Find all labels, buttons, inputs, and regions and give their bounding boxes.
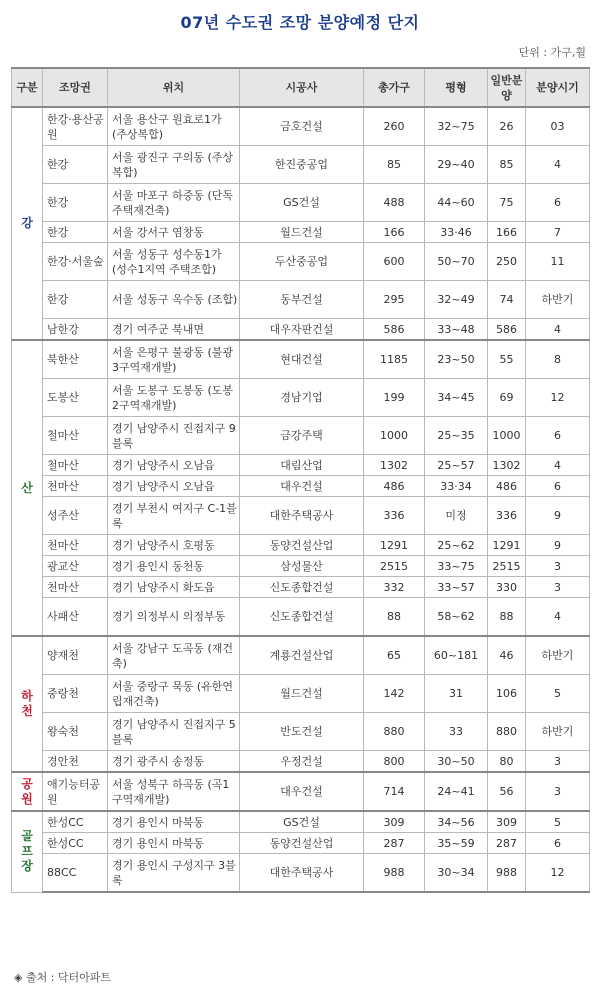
table-row	[12, 833, 590, 854]
cell-area: 23~50	[425, 340, 488, 379]
table-row	[12, 751, 590, 773]
cell-view: 한성CC	[43, 833, 108, 854]
cell-view: 왕숙천	[43, 713, 108, 751]
cell-general-sale: 106	[488, 675, 526, 713]
cell-area: 30~34	[425, 854, 488, 893]
table-row	[12, 379, 590, 417]
group-label-stream: 하천	[12, 636, 43, 772]
cell-builder: 금강주택	[240, 417, 364, 455]
cell-total-units: 486	[364, 476, 425, 497]
cell-builder: 우정건설	[240, 751, 364, 773]
cell-sale-period: 8	[526, 340, 590, 379]
cell-total-units: 2515	[364, 556, 425, 577]
cell-general-sale: 250	[488, 243, 526, 281]
group-label-park: 공원	[12, 772, 43, 811]
header-view: 조망권	[43, 68, 108, 107]
cell-sale-period: 9	[526, 497, 590, 535]
cell-sale-period: 6	[526, 833, 590, 854]
cell-general-sale: 88	[488, 598, 526, 637]
cell-location: 경기 의정부시 의정부동	[108, 598, 240, 637]
cell-sale-period: 6	[526, 184, 590, 222]
table-row	[12, 497, 590, 535]
cell-builder: 삼성물산	[240, 556, 364, 577]
cell-total-units: 295	[364, 281, 425, 319]
table-row	[12, 577, 590, 598]
cell-general-sale: 55	[488, 340, 526, 379]
cell-builder: 동양건설산업	[240, 535, 364, 556]
cell-view: 철마산	[43, 417, 108, 455]
cell-location: 서울 광진구 구의동 (주상복합)	[108, 146, 240, 184]
cell-area: 35~59	[425, 833, 488, 854]
cell-builder: 월드건설	[240, 222, 364, 243]
cell-location: 경기 여주군 북내면	[108, 319, 240, 341]
cell-general-sale: 75	[488, 184, 526, 222]
cell-area: 60~181	[425, 636, 488, 675]
cell-view: 한강·용산공원	[43, 107, 108, 146]
cell-general-sale: 85	[488, 146, 526, 184]
header-builder: 시공사	[240, 68, 364, 107]
cell-area: 33·46	[425, 222, 488, 243]
cell-area: 33	[425, 713, 488, 751]
cell-total-units: 600	[364, 243, 425, 281]
cell-total-units: 199	[364, 379, 425, 417]
cell-area: 25~35	[425, 417, 488, 455]
cell-general-sale: 74	[488, 281, 526, 319]
cell-total-units: 800	[364, 751, 425, 773]
cell-location: 경기 부천시 여지구 C-1블록	[108, 497, 240, 535]
table-row	[12, 675, 590, 713]
cell-area: 58~62	[425, 598, 488, 637]
cell-total-units: 586	[364, 319, 425, 341]
cell-view: 88CC	[43, 854, 108, 893]
cell-total-units: 988	[364, 854, 425, 893]
table-row	[12, 476, 590, 497]
table-row	[12, 854, 590, 893]
cell-sale-period: 9	[526, 535, 590, 556]
table-row	[12, 455, 590, 476]
cell-area: 50~70	[425, 243, 488, 281]
cell-area: 33~57	[425, 577, 488, 598]
cell-builder: 월드건설	[240, 675, 364, 713]
cell-builder: 대우건설	[240, 476, 364, 497]
cell-sale-period: 하반기	[526, 281, 590, 319]
cell-sale-period: 4	[526, 455, 590, 476]
cell-builder: 대림산업	[240, 455, 364, 476]
cell-builder: 한진중공업	[240, 146, 364, 184]
table-row	[12, 146, 590, 184]
cell-general-sale: 486	[488, 476, 526, 497]
group-label-mountain: 산	[12, 340, 43, 636]
header-sale-period: 분양시기	[526, 68, 590, 107]
cell-area: 44~60	[425, 184, 488, 222]
cell-total-units: 880	[364, 713, 425, 751]
cell-view: 천마산	[43, 476, 108, 497]
cell-total-units: 166	[364, 222, 425, 243]
cell-area: 33~75	[425, 556, 488, 577]
cell-area: 33~48	[425, 319, 488, 341]
cell-location: 경기 남양주시 오남읍	[108, 476, 240, 497]
cell-general-sale: 880	[488, 713, 526, 751]
cell-area: 31	[425, 675, 488, 713]
cell-builder: 신도종합건설	[240, 598, 364, 637]
cell-builder: 동부건설	[240, 281, 364, 319]
cell-general-sale: 46	[488, 636, 526, 675]
cell-builder: 신도종합건설	[240, 577, 364, 598]
table-row	[12, 556, 590, 577]
cell-area: 33·34	[425, 476, 488, 497]
cell-sale-period: 하반기	[526, 636, 590, 675]
cell-area: 30~50	[425, 751, 488, 773]
cell-location: 경기 남양주시 오남읍	[108, 455, 240, 476]
cell-sale-period: 6	[526, 476, 590, 497]
cell-builder: 동양건설산업	[240, 833, 364, 854]
cell-total-units: 714	[364, 772, 425, 811]
cell-view: 애기능터공원	[43, 772, 108, 811]
cell-general-sale: 1302	[488, 455, 526, 476]
cell-general-sale: 336	[488, 497, 526, 535]
cell-total-units: 1185	[364, 340, 425, 379]
cell-sale-period: 4	[526, 146, 590, 184]
cell-view: 양재천	[43, 636, 108, 675]
cell-area: 34~45	[425, 379, 488, 417]
cell-sale-period: 03	[526, 107, 590, 146]
unit-note: 단위 : 가구,휠	[518, 46, 586, 59]
cell-location: 경기 남양주시 진접지구 9블록	[108, 417, 240, 455]
cell-view: 한강·서울숲	[43, 243, 108, 281]
cell-location: 서울 성동구 성수동1가 (성수1지역 주택조합)	[108, 243, 240, 281]
cell-view: 도봉산	[43, 379, 108, 417]
table-row	[12, 107, 590, 146]
cell-sale-period: 5	[526, 675, 590, 713]
cell-total-units: 260	[364, 107, 425, 146]
cell-general-sale: 69	[488, 379, 526, 417]
cell-area: 32~75	[425, 107, 488, 146]
cell-sale-period: 12	[526, 379, 590, 417]
cell-total-units: 287	[364, 833, 425, 854]
cell-view: 경안천	[43, 751, 108, 773]
cell-area: 25~62	[425, 535, 488, 556]
group-label-river: 강	[12, 107, 43, 340]
cell-location: 서울 은평구 불광동 (불광3구역재개발)	[108, 340, 240, 379]
cell-general-sale: 287	[488, 833, 526, 854]
cell-area: 34~56	[425, 811, 488, 833]
cell-sale-period: 3	[526, 751, 590, 773]
cell-location: 경기 남양주시 호평동	[108, 535, 240, 556]
cell-builder: 대우자판건설	[240, 319, 364, 341]
cell-builder: 금호건설	[240, 107, 364, 146]
cell-sale-period: 3	[526, 556, 590, 577]
cell-view: 한강	[43, 222, 108, 243]
cell-location: 서울 마포구 하중동 (단독주택재건축)	[108, 184, 240, 222]
cell-builder: 현대건설	[240, 340, 364, 379]
header-row	[12, 68, 590, 107]
cell-builder: 대한주택공사	[240, 854, 364, 893]
cell-view: 광교산	[43, 556, 108, 577]
cell-builder: 대한주택공사	[240, 497, 364, 535]
cell-view: 한성CC	[43, 811, 108, 833]
cell-sale-period: 3	[526, 577, 590, 598]
cell-location: 서울 성북구 하곡동 (곡1구역재개발)	[108, 772, 240, 811]
cell-area: 미정	[425, 497, 488, 535]
cell-general-sale: 1291	[488, 535, 526, 556]
cell-location: 경기 용인시 구성지구 3블록	[108, 854, 240, 893]
cell-sale-period: 7	[526, 222, 590, 243]
header-area: 평형	[425, 68, 488, 107]
cell-sale-period: 4	[526, 319, 590, 341]
cell-location: 서울 중랑구 묵동 (유한연립재건축)	[108, 675, 240, 713]
cell-general-sale: 166	[488, 222, 526, 243]
cell-view: 중랑천	[43, 675, 108, 713]
table-row	[12, 598, 590, 637]
cell-view: 사패산	[43, 598, 108, 637]
cell-general-sale: 309	[488, 811, 526, 833]
cell-general-sale: 586	[488, 319, 526, 341]
table-row	[12, 222, 590, 243]
cell-total-units: 1302	[364, 455, 425, 476]
cell-builder: 두산중공업	[240, 243, 364, 281]
header-location: 위치	[108, 68, 240, 107]
table-row	[12, 319, 590, 341]
cell-general-sale: 56	[488, 772, 526, 811]
cell-general-sale: 80	[488, 751, 526, 773]
cell-total-units: 85	[364, 146, 425, 184]
cell-location: 경기 용인시 동천동	[108, 556, 240, 577]
cell-location: 경기 광주시 송정동	[108, 751, 240, 773]
cell-view: 한강	[43, 146, 108, 184]
group-label-golf: 골프장	[12, 811, 43, 892]
header-general-sale: 일반분양	[488, 68, 526, 107]
page-title: 07년 수도권 조망 분양예정 단지	[180, 13, 420, 32]
cell-area: 29~40	[425, 146, 488, 184]
cell-view: 한강	[43, 281, 108, 319]
cell-area: 25~57	[425, 455, 488, 476]
cell-builder: 경남기업	[240, 379, 364, 417]
table-row	[12, 713, 590, 751]
cell-sale-period: 11	[526, 243, 590, 281]
cell-location: 서울 강남구 도곡동 (재건축)	[108, 636, 240, 675]
cell-sale-period: 3	[526, 772, 590, 811]
cell-sale-period: 12	[526, 854, 590, 893]
cell-sale-period: 5	[526, 811, 590, 833]
table-row	[12, 417, 590, 455]
cell-total-units: 1291	[364, 535, 425, 556]
complex-table	[11, 67, 590, 893]
cell-location: 서울 성동구 옥수동 (조합)	[108, 281, 240, 319]
cell-total-units: 65	[364, 636, 425, 675]
cell-general-sale: 1000	[488, 417, 526, 455]
table-row	[12, 243, 590, 281]
cell-area: 24~41	[425, 772, 488, 811]
cell-location: 서울 강서구 염창동	[108, 222, 240, 243]
cell-builder: GS건설	[240, 184, 364, 222]
cell-view: 한강	[43, 184, 108, 222]
cell-view: 천마산	[43, 535, 108, 556]
cell-view: 천마산	[43, 577, 108, 598]
cell-sale-period: 6	[526, 417, 590, 455]
cell-view: 북한산	[43, 340, 108, 379]
cell-view: 남한강	[43, 319, 108, 341]
table-row	[12, 636, 590, 675]
cell-view: 철마산	[43, 455, 108, 476]
cell-builder: 대우건설	[240, 772, 364, 811]
header-total-units: 총가구	[364, 68, 425, 107]
cell-sale-period: 4	[526, 598, 590, 637]
cell-location: 경기 용인시 마북동	[108, 833, 240, 854]
cell-total-units: 1000	[364, 417, 425, 455]
cell-location: 서울 용산구 원효로1가 (주상복합)	[108, 107, 240, 146]
cell-sale-period: 하반기	[526, 713, 590, 751]
source-note: ◈ 출처 : 닥터아파트	[14, 971, 112, 984]
cell-total-units: 309	[364, 811, 425, 833]
cell-general-sale: 330	[488, 577, 526, 598]
cell-location: 경기 용인시 마북동	[108, 811, 240, 833]
cell-builder: 계룡건설산업	[240, 636, 364, 675]
table-row	[12, 772, 590, 811]
cell-total-units: 488	[364, 184, 425, 222]
cell-builder: 반도건설	[240, 713, 364, 751]
cell-general-sale: 2515	[488, 556, 526, 577]
table-row	[12, 811, 590, 833]
cell-view: 성주산	[43, 497, 108, 535]
cell-location: 경기 남양주시 진접지구 5블록	[108, 713, 240, 751]
cell-general-sale: 988	[488, 854, 526, 893]
table-row	[12, 281, 590, 319]
cell-location: 경기 남양주시 화도읍	[108, 577, 240, 598]
table-row	[12, 184, 590, 222]
cell-general-sale: 26	[488, 107, 526, 146]
cell-total-units: 332	[364, 577, 425, 598]
table-row	[12, 340, 590, 379]
cell-total-units: 142	[364, 675, 425, 713]
cell-builder: GS건설	[240, 811, 364, 833]
cell-total-units: 88	[364, 598, 425, 637]
cell-total-units: 336	[364, 497, 425, 535]
cell-location: 서울 도봉구 도봉동 (도봉2구역재개발)	[108, 379, 240, 417]
cell-area: 32~49	[425, 281, 488, 319]
table-body	[12, 107, 590, 892]
header-category: 구분	[12, 68, 43, 107]
table-row	[12, 535, 590, 556]
